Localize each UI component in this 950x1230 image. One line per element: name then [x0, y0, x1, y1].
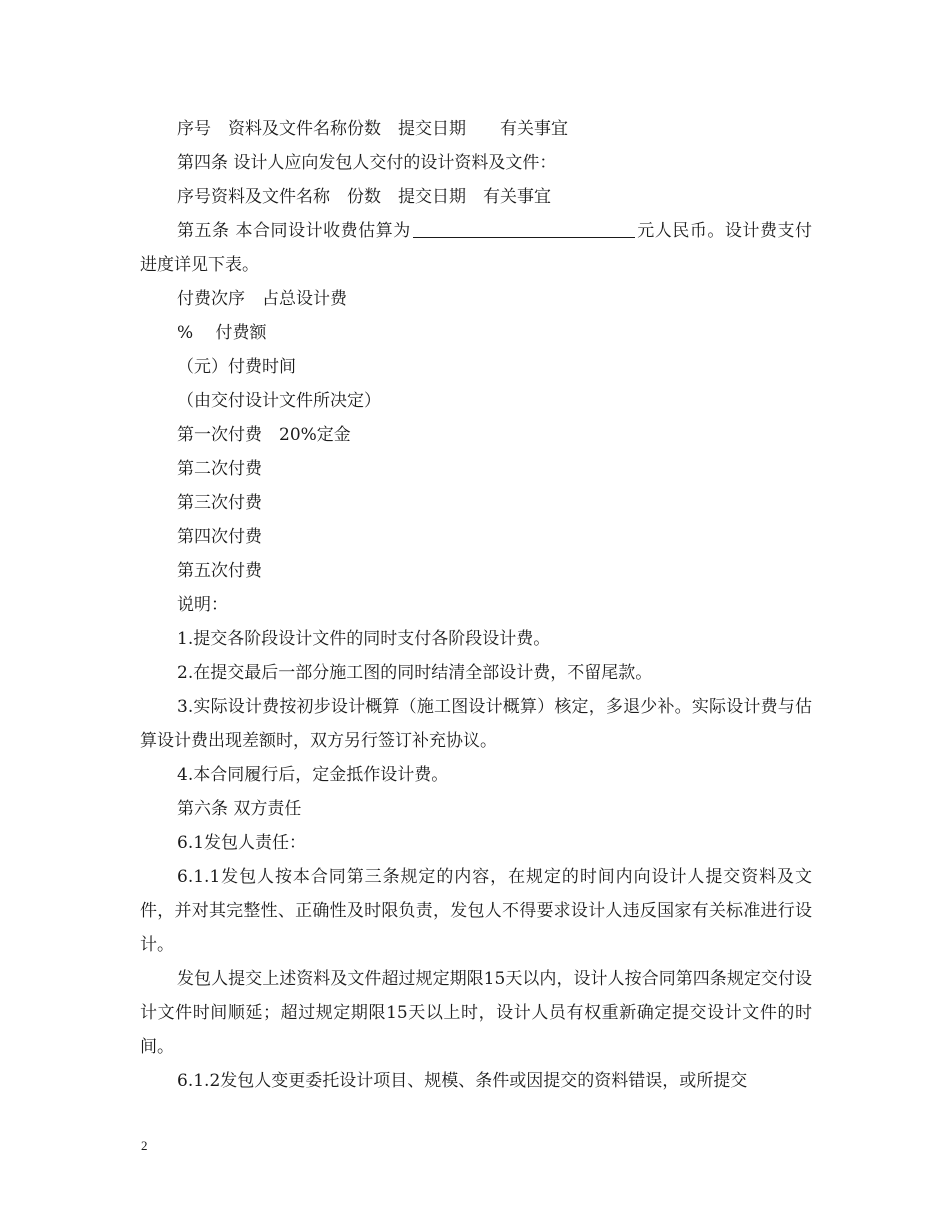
note-item: 3.实际设计费按初步设计概算（施工图设计概算）核定，多退少补。实际设计费与估算设计费出现差额时，双方另行签订补充协议。: [140, 697, 812, 751]
article-5-suffix: 元人民币。设计费支付进度详见下表。: [140, 221, 812, 275]
payment-table-line: 第四次付费: [177, 527, 262, 547]
payment-table-line: % 付费额: [177, 323, 267, 343]
payment-table-line: （元）付费时间: [177, 357, 296, 377]
table-header-line: 序号资料及文件名称 份数 提交日期 有关事宜: [177, 187, 551, 207]
payment-table-line: 第五次付费: [177, 561, 262, 581]
note-item: 1.提交各阶段设计文件的同时支付各阶段设计费。: [177, 629, 551, 649]
payment-table-line: （由交付设计文件所决定）: [177, 391, 381, 411]
notes-heading: 说明：: [177, 595, 228, 615]
document-page: [140, 112, 812, 1098]
payment-table-line: 第三次付费: [177, 493, 262, 513]
clause-6-1-1: 6.1.1发包人按本合同第三条规定的内容，在规定的时间内向设计人提交资料及文件，并对其完整性、正确性及时限负责，发包人不得要求设计人违反国家有关标准进行设计。: [140, 867, 812, 955]
article-5-paragraph: [140, 214, 812, 282]
payment-table-line: 付费次序 占总设计费: [177, 289, 347, 309]
clause-6-1-2: 6.1.2发包人变更委托设计项目、规模、条件或因提交的资料错误，或所提交: [177, 1071, 748, 1091]
article-6-heading: 第六条 双方责任: [177, 799, 302, 819]
section-6-1-heading: 6.1发包人责任：: [177, 833, 307, 853]
article-5-prefix: 第五条 本合同设计收费估算为: [177, 221, 411, 241]
note-item: 4.本合同履行后，定金抵作设计费。: [177, 765, 449, 785]
delay-clause: 发包人提交上述资料及文件超过规定期限15天以内，设计人按合同第四条规定交付设计文件时间顺延；超过规定期限15天以上时，设计人员有权重新确定提交设计文件的时间。: [140, 969, 812, 1057]
payment-table-line: 第一次付费 20%定金: [177, 425, 351, 445]
payment-table-line: 第二次付费: [177, 459, 262, 479]
note-item: 2.在提交最后一部分施工图的同时结清全部设计费，不留尾款。: [177, 663, 653, 683]
article-4-heading: 第四条 设计人应向发包人交付的设计资料及文件：: [177, 153, 557, 173]
table-header-line: 序号 资料及文件名称份数 提交日期 有关事宜: [177, 119, 568, 139]
page-number: 2: [141, 1138, 148, 1153]
fee-amount-blank: [413, 217, 635, 238]
